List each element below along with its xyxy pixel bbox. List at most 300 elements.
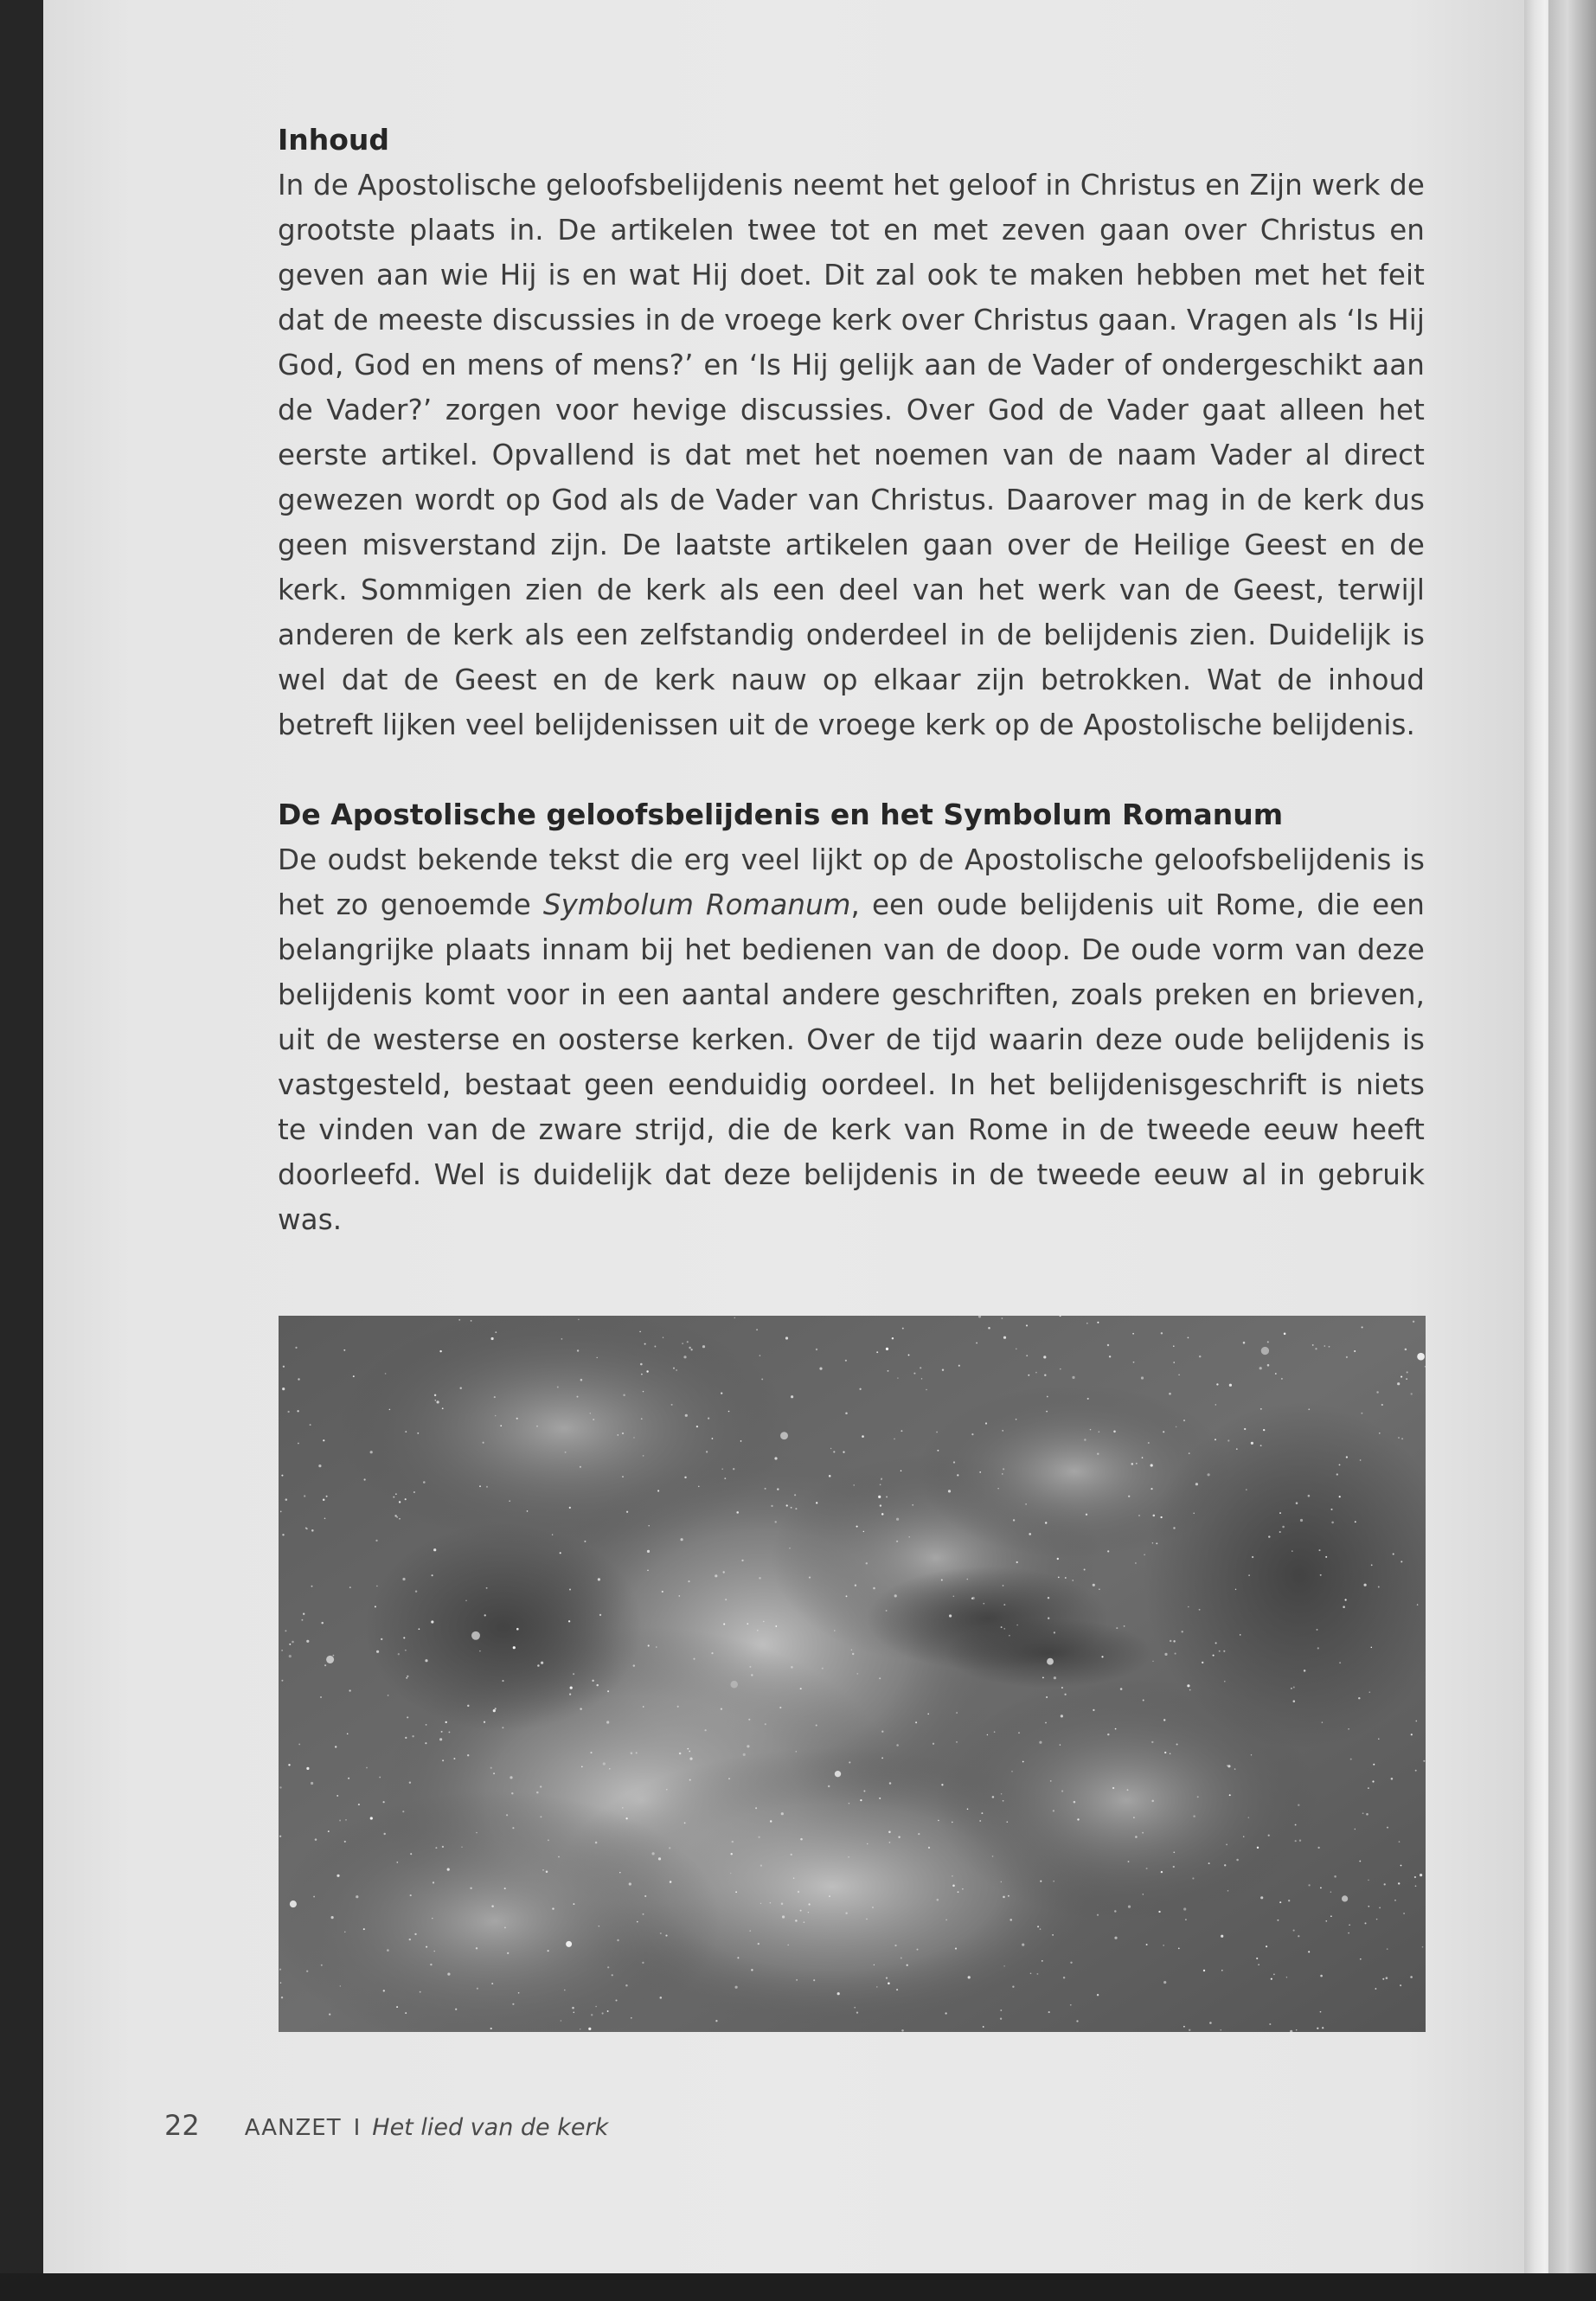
star [749, 1666, 751, 1668]
star [495, 1331, 497, 1333]
star [566, 1941, 572, 1947]
star [1084, 1569, 1086, 1571]
star [1371, 1647, 1372, 1648]
star [897, 1377, 898, 1378]
star [1362, 1812, 1364, 1814]
star [1387, 1827, 1388, 1829]
star [757, 1630, 759, 1631]
star [1229, 1794, 1231, 1796]
star [643, 1913, 644, 1915]
star [956, 1712, 958, 1714]
star [425, 1659, 427, 1662]
star [1093, 1709, 1094, 1711]
star [1001, 1881, 1002, 1882]
star [432, 1918, 433, 1919]
star [647, 1570, 648, 1571]
star [415, 1590, 417, 1592]
star [1152, 1661, 1153, 1662]
star [1173, 1345, 1175, 1347]
star [1097, 1914, 1099, 1916]
star [409, 1781, 411, 1783]
star [425, 1742, 426, 1744]
star [310, 1424, 311, 1426]
star [1142, 1832, 1144, 1834]
star [678, 1595, 680, 1597]
star [735, 1986, 738, 1989]
star [453, 1758, 455, 1759]
star [458, 1319, 460, 1321]
star [845, 1360, 847, 1362]
star [387, 1949, 389, 1952]
paragraph-text-start: De oudst bekende tekst die erg veel lijkt op de Apostolische geloofsbelijdenis is het zo genoemde [278, 843, 1425, 921]
star [1371, 1564, 1373, 1566]
star [405, 2012, 407, 2014]
star [381, 1638, 382, 1640]
star [1344, 1599, 1346, 1600]
star [749, 1930, 751, 1932]
star [1035, 1372, 1037, 1374]
star [1368, 1787, 1369, 1789]
star [1097, 1994, 1099, 1996]
star [872, 1907, 874, 1908]
star [1224, 1864, 1226, 1866]
star [311, 1782, 313, 1785]
star [983, 1603, 984, 1605]
star [1322, 1721, 1324, 1723]
star [603, 1762, 606, 1765]
star [1399, 1841, 1401, 1843]
star [1227, 1439, 1229, 1441]
star [502, 1727, 503, 1728]
star [1263, 1429, 1265, 1431]
star [1114, 1937, 1117, 1939]
star [402, 1578, 405, 1580]
star [379, 1777, 381, 1779]
star [484, 1721, 485, 1723]
star [1003, 1336, 1006, 1339]
star [1151, 1488, 1152, 1490]
star [1304, 1670, 1306, 1672]
star [1114, 1910, 1116, 1912]
star [681, 1538, 683, 1541]
star [711, 1652, 713, 1654]
star [833, 1451, 835, 1452]
scan-border [0, 2273, 1596, 2301]
star [370, 1451, 373, 1453]
star [1072, 1376, 1074, 1379]
star [1048, 2011, 1050, 2013]
star [948, 1490, 951, 1492]
star [687, 1748, 689, 1750]
star [1267, 1364, 1270, 1367]
star [1355, 1829, 1356, 1830]
star [751, 1969, 753, 1971]
star [1320, 1574, 1322, 1576]
star [1003, 1628, 1004, 1629]
star [1325, 1556, 1327, 1558]
star [1376, 1919, 1378, 1920]
star [892, 1337, 894, 1339]
star [966, 1579, 968, 1580]
star [1251, 1754, 1252, 1755]
star [441, 1731, 443, 1733]
star [1420, 1874, 1422, 1876]
star [1022, 1944, 1024, 1946]
star [402, 1811, 404, 1812]
star [306, 1971, 308, 1972]
star [938, 1820, 939, 1821]
star [486, 1486, 488, 1488]
star [851, 1650, 853, 1651]
star [765, 1723, 766, 1725]
star [298, 1743, 300, 1745]
star [1048, 1597, 1049, 1599]
star [1097, 1452, 1099, 1454]
star [1260, 1896, 1263, 1899]
star [1124, 1625, 1125, 1627]
star [741, 1560, 743, 1561]
star [997, 1488, 998, 1489]
star [1113, 1431, 1116, 1433]
star [1339, 1464, 1341, 1465]
star [886, 1496, 888, 1497]
star [933, 1743, 934, 1745]
star [512, 1827, 514, 1829]
star [1359, 1861, 1361, 1862]
star [1040, 1928, 1042, 1930]
star [813, 1979, 815, 1981]
star [648, 1525, 649, 1526]
star [504, 1927, 506, 1929]
star [953, 1461, 955, 1463]
star [660, 1997, 663, 1999]
star [1146, 1868, 1148, 1869]
star [281, 1680, 283, 1682]
star [843, 1452, 844, 1453]
star [796, 1979, 798, 1981]
star [513, 1646, 516, 1649]
star [439, 1738, 442, 1740]
star [536, 1426, 538, 1427]
star [952, 1875, 953, 1877]
star [602, 2012, 604, 2014]
star [758, 1836, 760, 1838]
star [491, 1337, 494, 1340]
star [1398, 1882, 1400, 1884]
star [1220, 2029, 1221, 2031]
star [760, 1865, 762, 1867]
star [1268, 1535, 1270, 1537]
star [455, 2009, 457, 2010]
star [863, 1531, 864, 1532]
star [423, 1481, 426, 1484]
star [491, 1983, 493, 1984]
star [665, 1935, 667, 1937]
star [886, 1610, 888, 1612]
star [1366, 1813, 1368, 1816]
star [592, 1680, 593, 1682]
star [743, 1753, 746, 1756]
star [1223, 1650, 1225, 1652]
star [574, 2012, 575, 2014]
star [1009, 1635, 1010, 1637]
star [1087, 1398, 1089, 1400]
star [751, 1674, 753, 1676]
star [724, 1477, 726, 1479]
star [321, 1965, 323, 1966]
star [495, 1708, 497, 1709]
star [1336, 1473, 1338, 1475]
star [561, 2020, 562, 2022]
star [1043, 1356, 1046, 1358]
star [1252, 1556, 1253, 1558]
star [793, 1877, 794, 1878]
star [641, 1418, 643, 1420]
star [476, 1832, 477, 1833]
star [1391, 1778, 1394, 1780]
star [631, 1752, 633, 1754]
star [1185, 1919, 1187, 1920]
star [774, 1457, 777, 1459]
star [688, 1580, 689, 1582]
star [641, 1374, 643, 1375]
star [952, 1885, 955, 1888]
star [433, 1881, 434, 1883]
star [1248, 1817, 1250, 1818]
star [1406, 1378, 1407, 1379]
star [1330, 1915, 1332, 1917]
star [1163, 1719, 1165, 1721]
star [828, 1785, 830, 1787]
star [760, 1903, 761, 1904]
star [798, 1891, 799, 1893]
star [565, 1452, 567, 1453]
star [486, 1587, 488, 1589]
star [1000, 2009, 1002, 2011]
star [303, 1613, 304, 1615]
star [715, 1574, 717, 1577]
star [557, 1387, 559, 1388]
star [410, 1853, 412, 1855]
star [1221, 1935, 1223, 1938]
star [782, 1915, 785, 1918]
star [1320, 1975, 1323, 1977]
star [280, 1511, 282, 1513]
star [658, 1857, 661, 1860]
star [511, 1792, 513, 1794]
star [962, 1888, 964, 1890]
star [548, 1950, 549, 1952]
star [881, 1478, 882, 1480]
star [689, 1758, 692, 1760]
star [1259, 1367, 1262, 1369]
star [432, 1574, 433, 1576]
star [494, 1396, 496, 1398]
star [617, 1939, 619, 1941]
star [953, 1596, 955, 1598]
star [728, 1778, 730, 1779]
star [1003, 1604, 1005, 1606]
star [979, 1471, 981, 1473]
star [329, 2013, 330, 2015]
star [888, 1831, 891, 1834]
star [881, 1731, 883, 1733]
star [673, 1368, 675, 1369]
star [1215, 1404, 1217, 1406]
star [912, 1504, 913, 1506]
star [1132, 1333, 1134, 1335]
star [636, 1752, 638, 1753]
paragraph-text-end: , een oude belijdenis uit Rome, die een belangrijke plaats innam bij het bedienen van de doop. De oude vorm van deze belijdenis komt voor in een aantal andere geschriften, zoals preken en brieven, uit de westerse en oosterse kerken. Over de tijd waarin deze oude belijdenis is vastgesteld, bestaat geen eenduidig oordeel. In het belijdenisgeschrift is niets te vinden van de zware strijd, die de kerk van Rome in de tweede eeuw heeft doorleefd. Wel is duidelijk dat deze belijdenis in de tweede eeuw al in gebruik was. [278, 888, 1426, 1236]
star [493, 1709, 496, 1712]
star [781, 1903, 784, 1906]
star [1271, 1978, 1272, 1980]
star [1368, 1691, 1370, 1693]
star [1003, 1800, 1004, 1802]
star [1163, 1431, 1164, 1433]
star [730, 1681, 738, 1689]
star [1141, 1376, 1144, 1379]
star [992, 1856, 994, 1857]
star [479, 1650, 481, 1652]
star [434, 1394, 436, 1396]
star [1401, 1865, 1402, 1867]
star [311, 1529, 314, 1532]
star [957, 1474, 958, 1476]
starfield-image [279, 1316, 1426, 2032]
star [1151, 1464, 1153, 1466]
star [1372, 1780, 1374, 1782]
star [1120, 1688, 1123, 1690]
star [1097, 1322, 1099, 1324]
star [1282, 1526, 1285, 1529]
star [1317, 1647, 1319, 1649]
star [737, 1957, 739, 1958]
star [577, 1349, 579, 1351]
star [1188, 1606, 1189, 1608]
star [619, 1872, 620, 1873]
star [859, 1388, 861, 1390]
star [1414, 1876, 1416, 1878]
star [1173, 1362, 1175, 1363]
star [1209, 2022, 1212, 2024]
star [282, 1388, 285, 1390]
star [1277, 1920, 1279, 1921]
star [324, 1518, 326, 1520]
star [588, 2028, 591, 2030]
star [915, 1721, 917, 1723]
star [326, 1496, 328, 1497]
star [323, 1499, 325, 1502]
star [1329, 1346, 1330, 1348]
star [467, 1754, 469, 1756]
star [1350, 1759, 1352, 1760]
star [886, 1977, 888, 1978]
star [516, 1418, 518, 1420]
star [1063, 1977, 1065, 1978]
star [928, 1847, 930, 1849]
star [1002, 1430, 1003, 1432]
star [1197, 1796, 1199, 1798]
series-name: AANZET [244, 2115, 342, 2141]
star [580, 1466, 581, 1468]
star [321, 1622, 324, 1625]
star [1178, 1947, 1180, 1949]
star [894, 1945, 896, 1946]
star [786, 1504, 788, 1506]
star [366, 1767, 368, 1769]
star [396, 1862, 398, 1863]
star [1173, 1866, 1175, 1868]
star [1001, 1626, 1003, 1628]
star [644, 1343, 646, 1345]
star [1193, 1513, 1195, 1515]
star [536, 1791, 539, 1794]
star [1260, 1445, 1262, 1446]
star [318, 1465, 321, 1467]
star [1401, 1561, 1402, 1562]
star [1398, 1437, 1400, 1439]
star [1064, 1694, 1066, 1695]
star [1115, 1728, 1117, 1730]
section-heading-inhoud: Inhoud [278, 123, 390, 157]
star [1192, 1877, 1194, 1879]
star [679, 1753, 682, 1755]
star [1003, 1896, 1005, 1899]
footer-separator: I [353, 2115, 361, 2141]
star [690, 1349, 692, 1350]
star [908, 1536, 910, 1538]
star [1016, 1419, 1017, 1420]
star [1101, 1656, 1103, 1657]
star [800, 1688, 802, 1689]
star [1215, 1439, 1216, 1440]
star [1046, 1411, 1048, 1413]
star [643, 1391, 644, 1392]
star [370, 1817, 373, 1819]
star [787, 1945, 789, 1946]
star [795, 1920, 798, 1922]
star [305, 1527, 307, 1529]
star [510, 1776, 512, 1779]
star [612, 1974, 613, 1976]
star [945, 2012, 946, 2014]
star [698, 1486, 699, 1487]
star [560, 1552, 561, 1554]
star [1221, 1970, 1223, 1971]
star [599, 1614, 601, 1616]
star [389, 1409, 391, 1411]
star [689, 1347, 690, 1349]
star [867, 1843, 869, 1845]
star [356, 1895, 358, 1898]
star [607, 1690, 609, 1692]
star [287, 1411, 289, 1413]
star [1407, 1371, 1408, 1373]
paragraph-inhoud: In de Apostolische geloofsbelijdenis neemt het geloof in Christus en Zijn werk de grootste plaats in. De artikelen twee tot en met zeven gaan over Christus en geven aan wie Hij is en wat Hij doet. Dit zal ook te maken hebben met het feit dat de meeste discussies in de vroege kerk over Christus gaan. Vragen als ‘Is Hij God, God en mens of mens?’ en ‘Is Hij gelijk aan de Vader of ondergeschikt aan de Vader?’ zorgen voor hevige discussies. Over God de Vader gaat alleen het eerste artikel. Opvallend is dat met het noemen van de naam Vader al direct gewezen wordt op God als de Vader van Christus. Daarover mag in de kerk dus geen misverstand zijn. De laatste artikelen gaan over de Heilige Geest en de kerk. Sommigen zien de kerk als een deel van het werk van de Geest, terwijl anderen de kerk als een zelfstandig onderdeel in de belijdenis zien. Duidelijk is wel dat de Geest en de kerk nauw op elkaar zijn betrokken. Wat de inhoud betreft lijken veel belijdenissen uit de vroege kerk op de Apostolische belijdenis. [278, 169, 1425, 741]
star [493, 1772, 495, 1774]
star [735, 1891, 737, 1893]
star [420, 1991, 421, 1993]
star [781, 1812, 784, 1815]
star [878, 1496, 881, 1498]
star [1054, 1631, 1055, 1633]
star [1279, 1531, 1281, 1533]
star [715, 2020, 717, 2022]
star [399, 1501, 401, 1503]
star [889, 1842, 891, 1843]
star [880, 1484, 881, 1485]
